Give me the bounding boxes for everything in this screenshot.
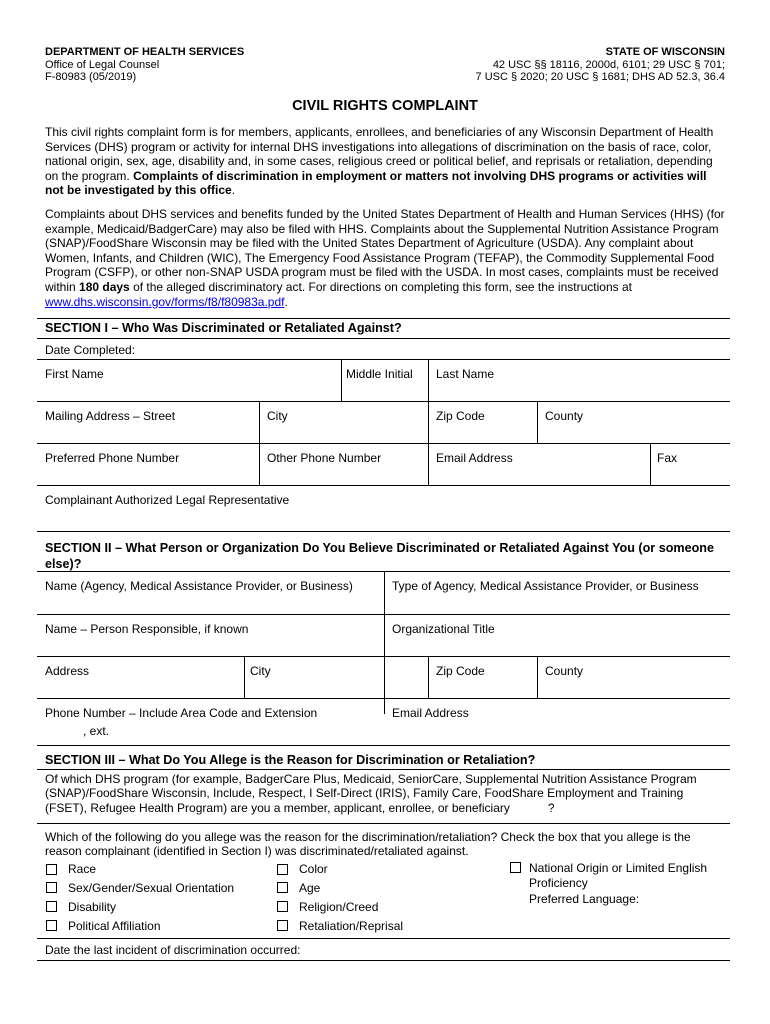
divider — [259, 401, 260, 443]
divider — [37, 745, 730, 746]
first-name-field[interactable]: First Name — [45, 367, 104, 381]
question-mark: ? — [547, 800, 555, 815]
org-phone-ext-field[interactable]: , ext. — [83, 724, 110, 738]
divider — [37, 443, 730, 444]
divider — [37, 318, 730, 319]
political-label: Political Affiliation — [68, 919, 161, 933]
sex-label: Sex/Gender/Sexual Orientation — [68, 881, 235, 895]
race-checkbox[interactable] — [46, 864, 57, 875]
divider — [37, 938, 730, 939]
org-title-field[interactable]: Organizational Title — [392, 622, 495, 636]
disability-checkbox[interactable] — [46, 901, 57, 912]
disability-label: Disability — [68, 900, 117, 914]
org-address-field[interactable]: Address — [45, 664, 90, 678]
divider — [428, 656, 429, 698]
intro-paragraph-2 — [45, 207, 725, 309]
divider — [37, 769, 730, 770]
intro-paragraph-1 — [45, 125, 725, 198]
mailing-street-field[interactable]: Mailing Address – Street — [45, 409, 176, 423]
header-left — [45, 46, 244, 84]
divider — [37, 656, 730, 657]
divider — [428, 359, 429, 401]
legal-representative-field[interactable]: Complainant Authorized Legal Representative — [45, 493, 290, 507]
city-field[interactable]: City — [267, 409, 288, 423]
divider — [537, 401, 538, 443]
instructions-link[interactable]: www.dhs.wisconsin.gov/forms/f8/f80983a.pdf — [45, 294, 285, 309]
national-origin-label-2: Proficiency — [529, 876, 588, 890]
divider — [37, 698, 730, 699]
divider — [384, 571, 385, 714]
preferred-language-field[interactable]: Preferred Language: — [529, 892, 640, 906]
retaliation-checkbox[interactable] — [277, 920, 288, 931]
divider — [341, 359, 342, 401]
intro-p1-bold: Complaints of discrimination in employment or matters not involving DHS programs or activities will not be investigated by this office — [45, 168, 707, 198]
divider — [37, 401, 730, 402]
national-origin-checkbox[interactable] — [510, 862, 521, 873]
intro-p1-text: This civil rights complaint form is for members, applicants, enrollees, and beneficiaries of any Wisconsin Department of Health Services (DHS) program or activity for internal DHS investigations into allegations of discrimination on the basis of race, color, national origin, sex, age, disability and, in some cases, religious creed or political belief, and reprisals or retaliation, depending on the program. — [45, 125, 714, 183]
county-field[interactable]: County — [545, 409, 584, 423]
section-3-heading: SECTION III – What Do You Allege is the Reason for Discrimination or Retaliation? — [45, 753, 536, 767]
form-id: F-80983 (05/2019) — [45, 71, 137, 83]
form-title: CIVIL RIGHTS COMPLAINT — [292, 98, 478, 114]
divider — [37, 614, 730, 615]
reason-question: Which of the following do you allege was the reason for the discrimination/retaliation? Check the box that you allege is the reason complainant (identified in Section I) was discriminated/retaliated against. — [45, 830, 691, 859]
color-checkbox[interactable] — [277, 864, 288, 875]
religion-checkbox[interactable] — [277, 901, 288, 912]
org-phone-field[interactable]: Phone Number – Include Area Code and Extension — [45, 706, 318, 720]
org-city-field[interactable]: City — [250, 664, 271, 678]
intro-p2-text: Complaints about DHS services and benefits funded by the United States Department of Health and Human Services (HHS) (for example, Medicaid/BadgerCare) may also be filed with HHS. Complaints about the Supplemental Nutrition Assistance Program (SNAP)/FoodShare Wisconsin may be filed with the United States Department of Agriculture (USDA). Any complaint about Women, Infants, and Children (WIC), The Emergency Food Assistance Program (TEFAP), the Commodity Supplemental Food Program (CSFP), or other non-SNAP USDA program must be filed with the USDA. In most cases, complaints must be received within — [45, 207, 725, 294]
statutes-line-2: 7 USC § 2020; 20 USC § 1681; DHS AD 52.3, 36.4 — [475, 71, 725, 83]
divider — [259, 443, 260, 485]
intro-p1-end: . — [231, 183, 236, 198]
last-name-field[interactable]: Last Name — [436, 367, 495, 381]
program-question-text: Of which DHS program (for example, BadgerCare Plus, Medicaid, SeniorCare, Supplemental Nutrition Assistance Program (SNAP)/FoodShare Wisconsin, Include, Respect, I Self-Direct (IRIS), Family Care, FoodShare Employment and Training (FSET), Refugee Health Program) are you a member, applicant, enrollee, or beneficiary — [45, 772, 697, 815]
header-right — [476, 46, 725, 84]
divider — [428, 443, 429, 485]
sex-checkbox[interactable] — [46, 882, 57, 893]
intro-p2-text2: of the alleged discriminatory act. For directions on completing this form, see the instructions at — [129, 279, 632, 294]
retaliation-label: Retaliation/Reprisal — [299, 919, 404, 933]
divider — [37, 359, 730, 360]
divider — [537, 656, 538, 698]
org-email-field[interactable]: Email Address — [392, 706, 469, 720]
state-name: STATE OF WISCONSIN — [605, 46, 725, 58]
org-zip-field[interactable]: Zip Code — [436, 664, 485, 678]
section-2-heading: SECTION II – What Person or Organization Do You Believe Discriminated or Retaliated Against You (or someone else)? — [45, 541, 714, 571]
statutes-line-1: 42 USC §§ 18116, 2000d, 6101; 29 USC § 701; — [492, 58, 725, 71]
org-type-field[interactable]: Type of Agency, Medical Assistance Provider, or Business — [392, 579, 699, 593]
religion-label: Religion/Creed — [299, 900, 379, 914]
date-completed-label: Date Completed: — [45, 343, 136, 357]
divider — [37, 338, 730, 339]
intro-p2-bold: 180 days — [79, 279, 130, 294]
fax-field[interactable]: Fax — [657, 451, 678, 465]
divider — [37, 823, 730, 824]
national-origin-label: National Origin or Limited English — [529, 861, 708, 875]
intro-p2-end: . — [284, 294, 288, 309]
program-question[interactable] — [45, 772, 725, 815]
divider — [428, 401, 429, 443]
political-checkbox[interactable] — [46, 920, 57, 931]
divider — [37, 485, 730, 486]
divider — [37, 960, 730, 961]
person-responsible-field[interactable]: Name – Person Responsible, if known — [45, 622, 249, 636]
email-field[interactable]: Email Address — [436, 451, 513, 465]
divider — [650, 443, 651, 485]
age-label: Age — [299, 881, 321, 895]
preferred-phone-field[interactable]: Preferred Phone Number — [45, 451, 180, 465]
department-name: DEPARTMENT OF HEALTH SERVICES — [45, 46, 245, 58]
age-checkbox[interactable] — [277, 882, 288, 893]
other-phone-field[interactable]: Other Phone Number — [267, 451, 382, 465]
divider — [244, 656, 245, 698]
middle-initial-field[interactable]: Middle Initial — [346, 367, 413, 381]
office-name: Office of Legal Counsel — [45, 58, 160, 71]
org-name-field[interactable]: Name (Agency, Medical Assistance Provider, or Business) — [45, 579, 353, 593]
zip-code-field[interactable]: Zip Code — [436, 409, 485, 423]
divider — [37, 531, 730, 532]
color-label: Color — [299, 862, 328, 876]
race-label: Race — [68, 862, 97, 876]
section-1-heading: SECTION I – Who Was Discriminated or Retaliated Against? — [45, 321, 402, 335]
org-county-field[interactable]: County — [545, 664, 584, 678]
last-incident-date-field[interactable]: Date the last incident of discrimination occurred: — [45, 943, 301, 957]
